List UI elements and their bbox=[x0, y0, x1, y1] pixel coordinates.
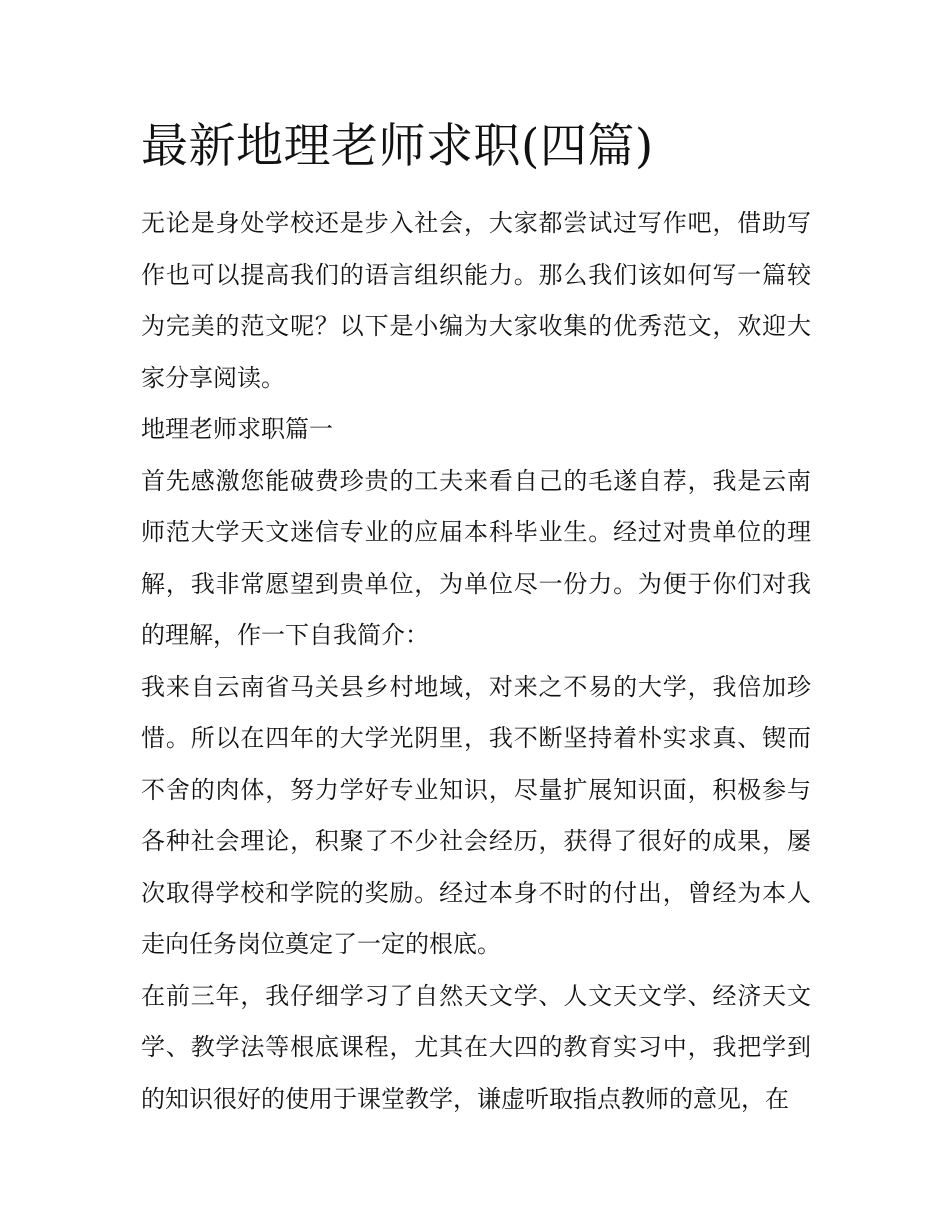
section-heading: 地理老师求职篇一 bbox=[141, 415, 333, 443]
document-title: 最新地理老师求职(四篇) bbox=[141, 119, 654, 174]
body-paragraph-3: 在前三年，我仔细学习了自然天文学、人文天文学、经济天文学、教学法等根底课程，尤其在大四的教育实习中，我把学到的知识很好的使用于课堂教学，谦虚听取指点教师的意见，在 bbox=[141, 981, 811, 1113]
intro-paragraph: 无论是身处学校还是步入社会，大家都尝试过写作吧，借助写作也可以提高我们的语言组织能力。那么我们该如何写一篇较为完美的范文呢？以下是小编为大家收集的优秀范文，欢迎大家分享阅读。 bbox=[141, 209, 811, 392]
body-paragraph-1: 首先感激您能破费珍贵的工夫来看自己的毛遂自荐，我是云南师范大学天文迷信专业的应届本科毕业生。经过对贵单位的理解，我非常愿望到贵单位，为单位尽一份力。为便于你们对我的理解，作一下自我简介： bbox=[141, 466, 811, 649]
body-paragraph-2: 我来自云南省马关县乡村地域，对来之不易的大学，我倍加珍惜。所以在四年的大学光阴里，我不断坚持着朴实求真、锲而不舍的肉体，努力学好专业知识，尽量扩展知识面，积极参与各种社会理论，积聚了不少社会经历，获得了很好的成果，屡次取得学校和学院的奖励。经过本身不时的付出，曾经为本人走向任务岗位奠定了一定的根底。 bbox=[141, 672, 811, 958]
document-body bbox=[141, 112, 811, 1125]
